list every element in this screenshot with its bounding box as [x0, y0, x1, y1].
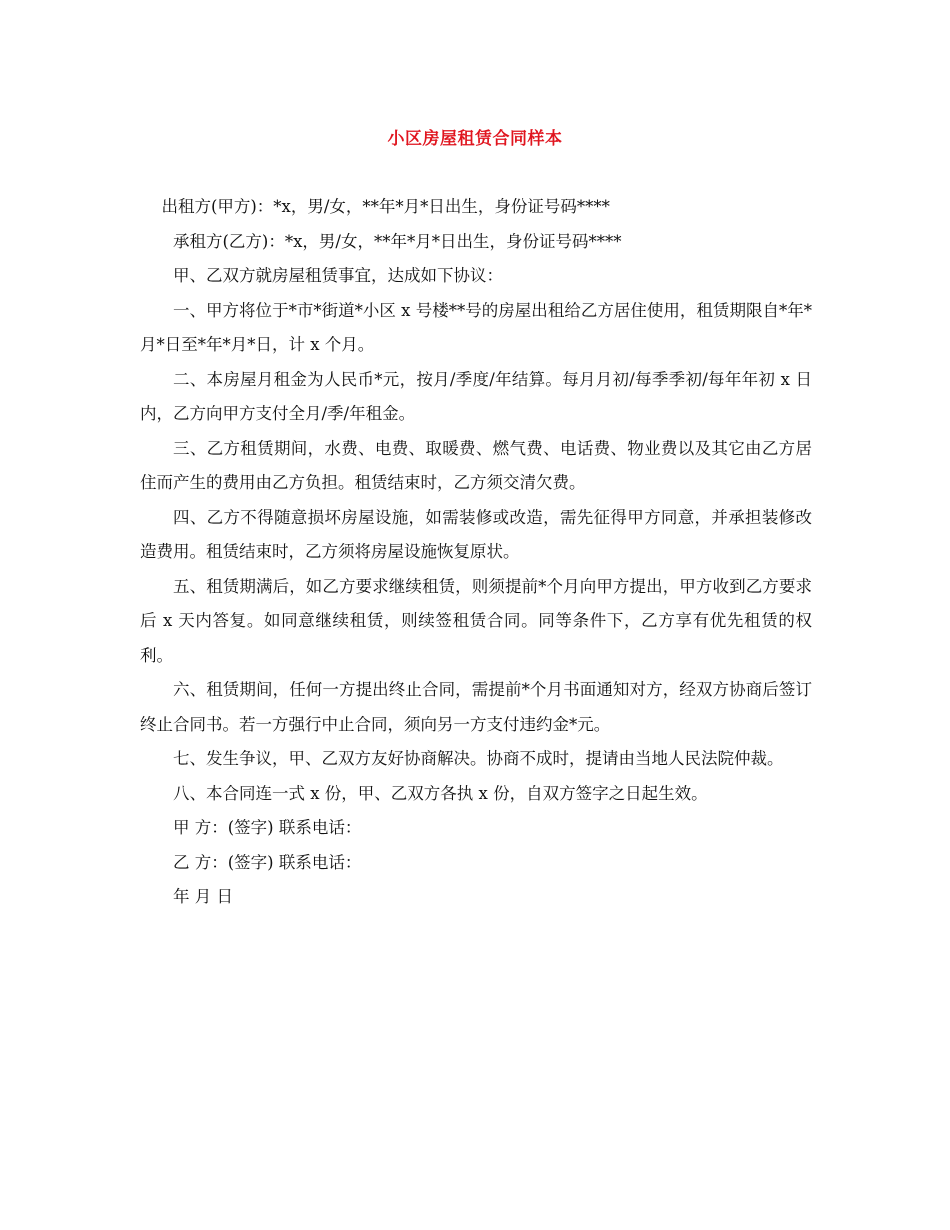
clause-8: 八、本合同连一式 x 份，甲、乙双方各执 x 份，自双方签字之日起生效。: [173, 783, 708, 803]
clause-5: 五、租赁期满后，如乙方要求继续租赁，则须提前*个月向甲方提出，甲方收到乙方要求后 x 天内答复。如同意继续租赁，则续签租赁合同。同等条件下，乙方享有优先租赁的权利。: [140, 576, 812, 665]
lessor-line: 出租方(甲方)：*x，男/女，**年*月*日出生，身份证号码****: [161, 197, 610, 216]
document-body: [140, 190, 812, 915]
date-line: 年 月 日: [173, 887, 233, 906]
clause-6: 六、租赁期间，任何一方提出终止合同，需提前*个月书面通知对方，经双方协商后签订终止合同书。若一方强行中止合同，须向另一方支付违约金*元。: [140, 680, 812, 734]
document-title: 小区房屋租赁合同样本: [387, 129, 563, 149]
clause-2: 二、本房屋月租金为人民币*元，按月/季度/年结算。每月月初/每季季初/每年年初 x 日内，乙方向甲方支付全月/季/年租金。: [140, 369, 812, 423]
clause-7: 七、发生争议，甲、乙双方友好协商解决。协商不成时，提请由当地人民法院仲裁。: [173, 749, 784, 768]
clause-1: 一、甲方将位于*市*街道*小区 x 号楼**号的房屋出租给乙方居住使用，租赁期限自*年*月*日至*年*月*日，计 x 个月。: [140, 300, 812, 354]
agreement-intro: 甲、乙双方就房屋租赁事宜，达成如下协议：: [173, 266, 503, 285]
clause-4: 四、乙方不得随意损坏房屋设施，如需装修或改造，需先征得甲方同意，并承担装修改造费用。租赁结束时，乙方须将房屋设施恢复原状。: [140, 507, 812, 561]
clause-3: 三、乙方租赁期间，水费、电费、取暖费、燃气费、电话费、物业费以及其它由乙方居住而产生的费用由乙方负担。租赁结束时，乙方须交清欠费。: [140, 438, 812, 492]
lessee-line: 承租方(乙方)：*x，男/女，**年*月*日出生，身份证号码****: [173, 231, 622, 251]
party-a-signature-line: 甲 方：(签字) 联系电话：: [173, 818, 362, 837]
party-b-signature-line: 乙 方：(签字) 联系电话：: [173, 852, 362, 872]
